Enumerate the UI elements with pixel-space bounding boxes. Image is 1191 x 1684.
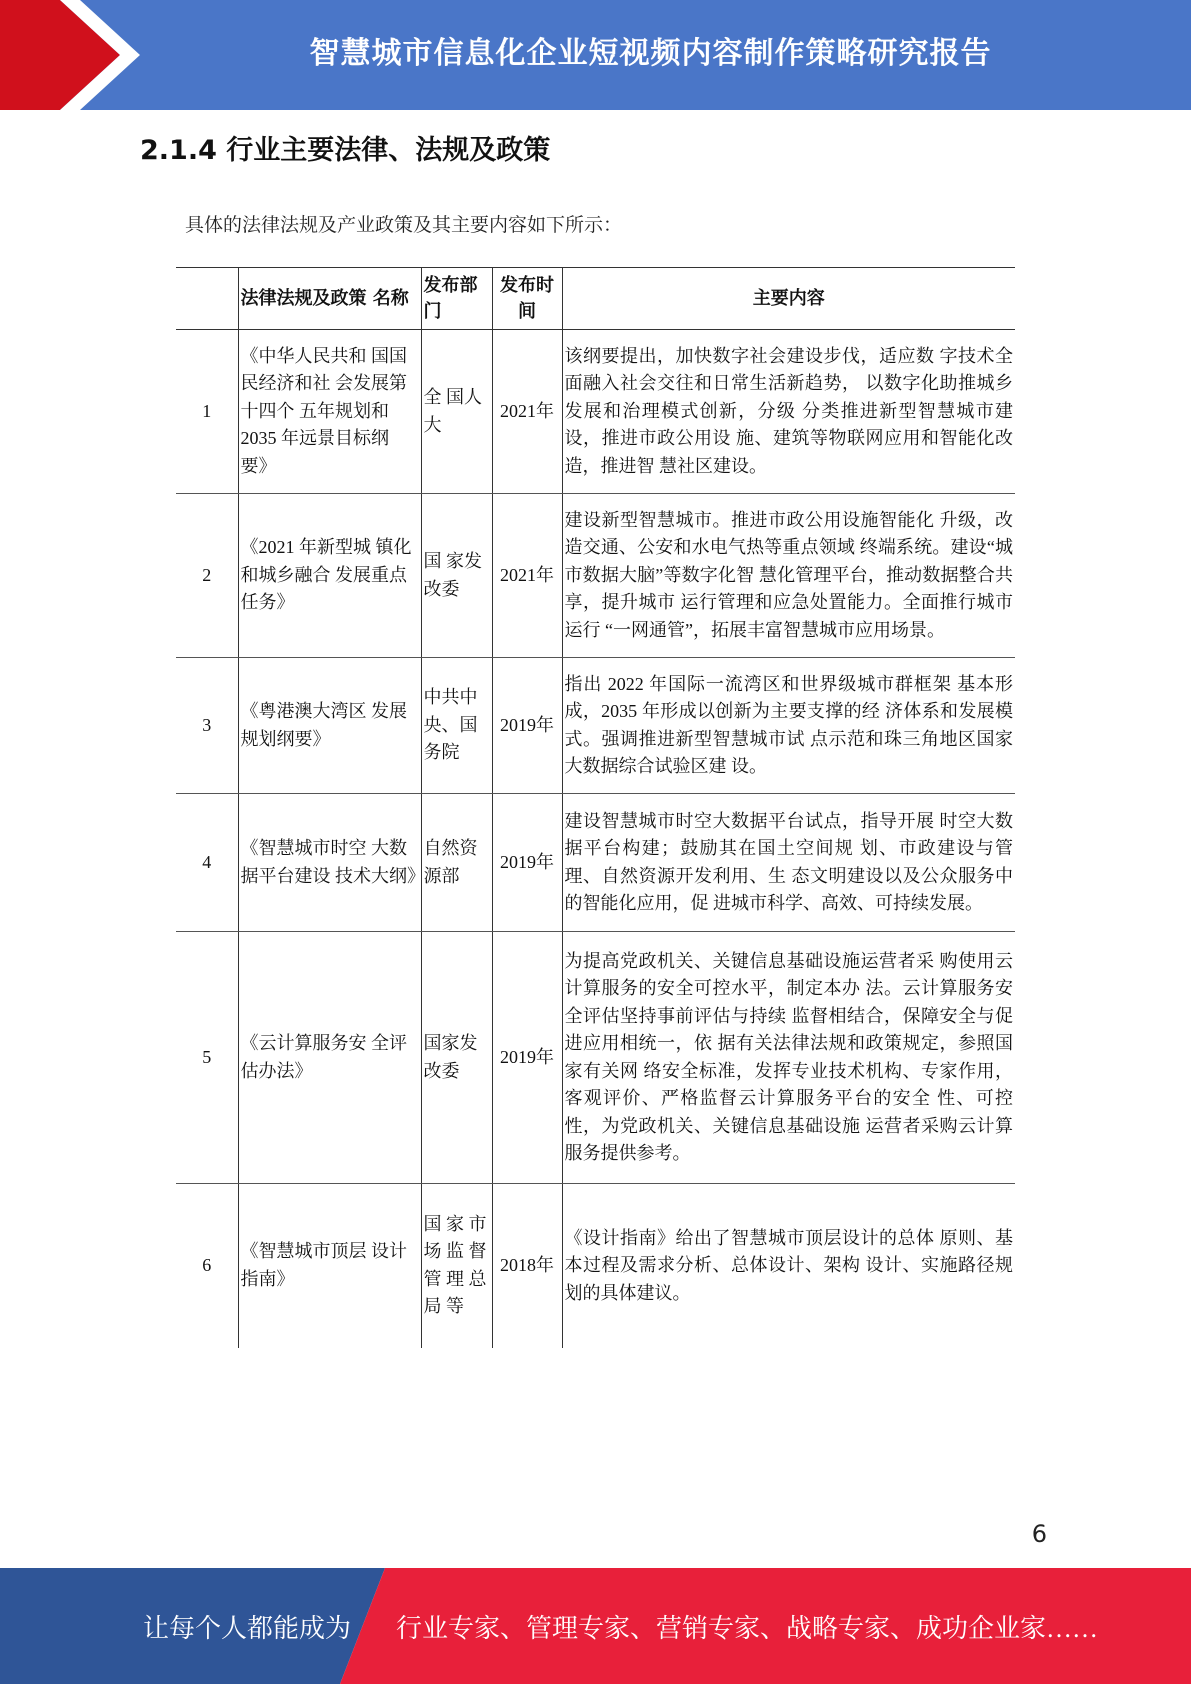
policy-name: 《粤港澳大湾区 发展规划纲要》 [238, 658, 421, 794]
policy-table [176, 267, 1015, 1348]
page-number: 6 [1031, 1520, 1047, 1548]
issue-date: 2019年 [492, 932, 562, 1184]
policy-name: 《中华人民共和 国国民经济和社 会发展第十四个 五年规划和 2035 年远景目标纲 要》 [238, 330, 421, 494]
table-row [176, 658, 1015, 794]
header-arrow-decoration [0, 0, 170, 110]
row-number: 3 [176, 658, 238, 794]
main-content: 指出 2022 年国际一流湾区和世界级城市群框架 基本形成，2035 年形成以创新为主要支撑的经 济体系和发展模式。强调推进新型智慧城市试 点示范和珠三角地区国家大数据综合试验区建 设。 [562, 658, 1015, 794]
report-title: 智慧城市信息化企业短视频内容制作策略研究报告 [309, 36, 992, 71]
main-content: 《设计指南》给出了智慧城市顶层设计的总体 原则、基本过程及需求分析、总体设计、架构 设计、实施路径规划的具体建议。 [562, 1184, 1015, 1348]
footer-slogan-right: 行业专家、管理专家、营销专家、战略专家、成功企业家…… [396, 1613, 1099, 1643]
policy-name: 《智慧城市顶层 设计指南》 [238, 1184, 421, 1348]
issue-date: 2019年 [492, 794, 562, 932]
main-content: 该纲要提出，加快数字社会建设步伐，适应数 字技术全面融入社会交往和日常生活新趋势， 以数字化助推城乡发展和治理模式创新，分级 分类推进新型智慧城市建设，推进市政公用设 施、建筑等物联网应用和智能化改造，推进智 慧社区建设。 [562, 330, 1015, 494]
policy-name: 《2021 年新型城 镇化和城乡融合 发展重点任务》 [238, 494, 421, 658]
issuing-department: 中共中央、国务院 [421, 658, 492, 794]
row-number: 1 [176, 330, 238, 494]
issuing-department: 国 家 市 场 监 督 管 理 总 局 等 [421, 1184, 492, 1348]
header-banner [0, 0, 1191, 110]
issuing-department: 国家发改委 [421, 932, 492, 1184]
main-content: 建设新型智慧城市。推进市政公用设施智能化 升级，改造交通、公安和水电气热等重点领域 终端系统。建设“城市数据大脑”等数字化智 慧化管理平台，推动数据整合共享，提升城市 运行管理和应急处置能力。全面推行城市运行 “一网通管”，拓展丰富智慧城市应用场景。 [562, 494, 1015, 658]
intro-paragraph: 具体的法律法规及产业政策及其主要内容如下所示： [185, 215, 623, 236]
section-heading: 2.1.4 行业主要法律、法规及政策 [140, 135, 551, 166]
row-number: 6 [202, 1255, 212, 1275]
issue-date: 2021年 [492, 494, 562, 658]
policy-name: 《云计算服务安 全评估办法》 [238, 932, 421, 1184]
table-row [176, 794, 1015, 932]
issue-date: 2021年 [492, 330, 562, 494]
table-row [176, 932, 1015, 1184]
issuing-department: 国 家发 改委 [421, 494, 492, 658]
row-number: 5 [176, 932, 238, 1184]
header-content: 主要内容 [562, 268, 1015, 330]
footer-banner [0, 1568, 1191, 1684]
footer-slogan-left: 让每个人都能成为 [143, 1613, 352, 1643]
main-content: 为提高党政机关、关键信息基础设施运营者采 购使用云计算服务的安全可控水平，制定本办 法。云计算服务安全评估坚持事前评估与持续 监督相结合，保障安全与促进应用相统一，依 据有关法律法规和政策规定，参照国家有关网 络安全标准，发挥专业技术机构、专家作用， 客观评价、严格监督云计算服务平台的安全 性、可控性，为党政机关、关键信息基础设施 运营者采购云计算服务提供参考。 [562, 932, 1015, 1184]
header-time: 发布时间 [492, 268, 562, 330]
table-row [176, 494, 1015, 658]
row-number: 4 [176, 794, 238, 932]
row-number: 2 [176, 494, 238, 658]
table-row [176, 330, 1015, 494]
table-header-row [176, 268, 1015, 330]
issue-date: 2018年 [492, 1184, 562, 1348]
issue-date: 2019年 [492, 658, 562, 794]
header-dept: 发布部门 [421, 268, 492, 330]
policy-name: 《智慧城市时空 大数据平台建设 技术大纲》 [238, 794, 421, 932]
header-no [176, 268, 238, 330]
issuing-department: 全 国人大 [421, 330, 492, 494]
table-row [176, 1184, 1015, 1348]
header-name: 法律法规及政策 名称 [238, 268, 421, 330]
issuing-department: 自然资源部 [421, 794, 492, 932]
main-content: 建设智慧城市时空大数据平台试点，指导开展 时空大数据平台构建；鼓励其在国土空间规 划、市政建设与管理、自然资源开发利用、生 态文明建设以及公众服务中的智能化应用，促 进城市科学、高效、可持续发展。 [562, 794, 1015, 932]
